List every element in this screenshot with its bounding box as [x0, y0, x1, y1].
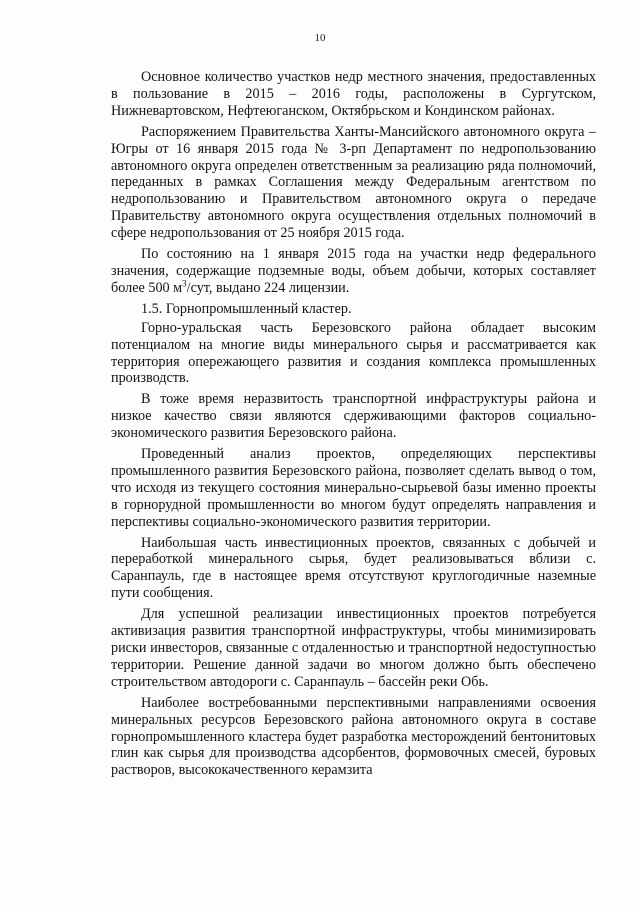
licenses-text-after: /сут, выдано 224 лицензии. — [186, 279, 350, 296]
superscript-cubic: 3 — [182, 278, 187, 289]
paragraph-infrastructure: В тоже время неразвитость транспортной инфраструктуры района и низкое качество связи являются сдерживающими факторов социально-экономического развития Березовского района. — [111, 391, 596, 442]
paragraph-mineral-resources: Наиболее востребованными перспективными направлениями освоения минеральных ресурсов Березовского района автономного округа в составе горнопромышленного кластера будет разработка месторождений бентонитовых глин как сырья для производства адсорбентов, формовочных смесей, буровых растворов, высококачественного керамзита — [111, 694, 596, 779]
paragraph-ural-part: Горно-уральская часть Березовского района обладает высоким потенциалом на многие виды минерального сырья и рассматривается как территория опережающего развития и создания комплекса промышленных производств. — [111, 319, 596, 387]
page-number: 10 — [314, 32, 326, 44]
paragraph-analysis: Проведенный анализ проектов, определяющих перспективы промышленного развития Березовского района, позволяет сделать вывод о том, что исходя из текущего состояния минерально-сырьевой базы именно проекты в горнорудной промышленности во многом будут определять направления и перспективы социально-экономического развития территории. — [111, 446, 596, 530]
licenses-text-before: По состоянию на 1 января 2015 года на участки недр федерального значения, содержащие подземные воды, объем добычи, которых составляет более 500 м — [111, 246, 596, 296]
paragraph-transport-development: Для успешной реализации инвестиционных проектов потребуется активизация развития транспортной инфраструктуры, чтобы минимизировать риски инвесторов, связанные с отдаленностью и транспортной недоступностью территории. Решение данной задачи во многом должно быть обеспечено строительством автодороги с. Саранпауль – бассейн реки Обь. — [111, 606, 596, 690]
paragraph-subsoil-plots: Основное количество участков недр местного значения, предоставленных в пользование в 2015 – 2016 годы, расположены в Сургутском, Нижневартовском, Нефтеюганском, Октябрьском и Кондинском районах. — [111, 69, 596, 119]
paragraph-licenses — [111, 246, 596, 297]
document-text — [111, 69, 596, 783]
section-heading-mining-cluster: 1.5. Горнопромышленный кластер. — [141, 300, 352, 317]
paragraph-investment-projects: Наибольшая часть инвестиционных проектов, связанных с добычей и переработкой минерального сырья, будет реализовываться вблизи с. Саранпауль, где в настоящее время отсутствуют круглогодичные наземные пути сообщения. — [111, 534, 596, 602]
paragraph-government-order: Распоряжением Правительства Ханты-Мансийского автономного округа – Югры от 16 января 2015 года № 3-рп Департамент по недропользованию автономного округа определен ответственным за реализацию ряда полномочий, переданных в рамках Соглашения между Федеральным агентством по недропользованию и Правительством автономного округа о передаче Правительству автономного округа осуществления отдельных полномочий в сфере недропользования от 25 ноября 2015 года. — [111, 123, 596, 242]
